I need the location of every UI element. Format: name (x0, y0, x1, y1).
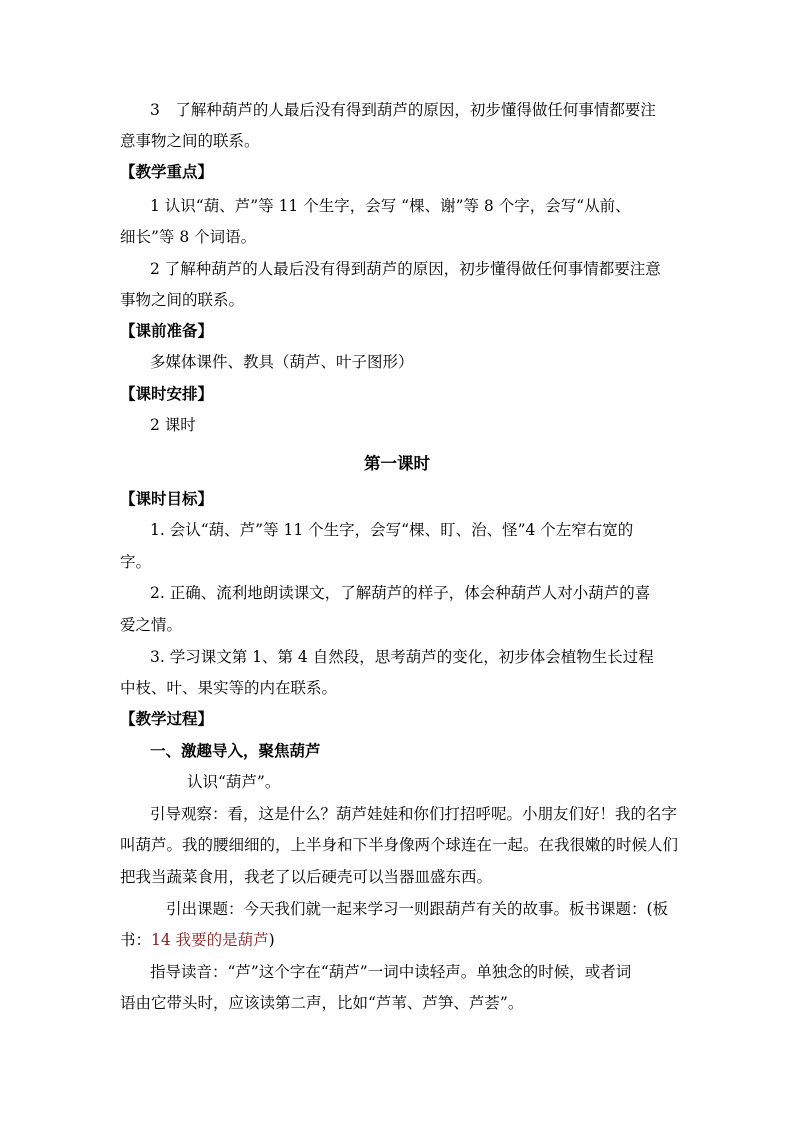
guide-line-3: 把我当蔬菜食用，我老了以后硬壳可以当器皿盛东西。 (120, 868, 493, 886)
goal-3-line-1: 3 了解种葫芦的人最后没有得到葫芦的原因，初步懂得做任何事情都要注 (150, 101, 656, 119)
pronunciation-line-1: 指导读音：“芦”这个字在“葫芦”一词中读轻声。单独念的时候，或者词 (150, 963, 632, 981)
schedule-heading: 【课时安排】 (120, 384, 214, 403)
intro-line-1: 引出课题：今天我们就一起来学习一则跟葫芦有关的故事。板书课题：(板 (166, 900, 669, 918)
goal-3-line-2: 意事物之间的联系。 (120, 132, 260, 150)
pronunciation-line-2: 语由它带头时，应该读第二声，比如“芦苇、芦笋、芦荟”。 (120, 994, 524, 1012)
lesson-goal-2-line-1: 2. 正确、流利地朗读课文，了解葫芦的样子，体会种葫芦人对小葫芦的喜 (150, 584, 651, 602)
key-point-1-line-1: 1 认识“葫、芦”等 11 个生字，会写 “棵、谢”等 8 个字，会写“从前、 (150, 197, 631, 215)
key-point-2-line-1: 2 了解种葫芦的人最后没有得到葫芦的原因，初步懂得做任何事情都要注意 (150, 260, 661, 278)
lesson-title: 第一课时 (364, 454, 430, 473)
intro-line-2 (120, 930, 680, 950)
preparation-heading: 【课前准备】 (120, 321, 214, 340)
lesson-goal-3-line-1: 3. 学习课文第 1、第 4 自然段，思考葫芦的变化，初步体会植物生长过程 (150, 648, 654, 666)
lesson-goal-3-line-2: 中枝、叶、果实等的内在联系。 (120, 679, 338, 697)
intro-line-2-prefix: 书： (120, 931, 152, 949)
guide-line-2: 叫葫芦。我的腰细细的，上半身和下半身像两个球连在一起。在我很嫩的时候人们 (120, 836, 679, 854)
guide-line-1: 引导观察：看，这是什么？葫芦娃娃和你们打招呼呢。小朋友们好！我的名字 (150, 805, 678, 823)
preparation-text: 多媒体课件、教具（葫芦、叶子图形） (150, 353, 414, 371)
board-title-text: 14 我要的是葫芦 (151, 931, 269, 949)
key-points-heading: 【教学重点】 (120, 162, 214, 181)
lesson-goal-1-line-1: 1. 会认“葫、芦”等 11 个生字，会写“棵、盯、治、怪”4 个左窄右宽的 (150, 521, 634, 539)
key-point-2-line-2: 事物之间的联系。 (120, 291, 245, 309)
recognize-text: 认识“葫芦”。 (187, 773, 281, 791)
lesson-goals-heading: 【课时目标】 (120, 489, 214, 508)
lesson-goal-2-line-2: 爱之情。 (120, 616, 183, 634)
intro-line-2-suffix: ) (268, 931, 275, 949)
section-1-heading: 一、激趣导入，聚焦葫芦 (150, 741, 321, 760)
key-point-1-line-2: 细长”等 8 个词语。 (120, 228, 257, 246)
schedule-text: 2 课时 (150, 416, 196, 434)
process-heading: 【教学过程】 (120, 709, 214, 728)
lesson-goal-1-line-2: 字。 (120, 553, 152, 571)
